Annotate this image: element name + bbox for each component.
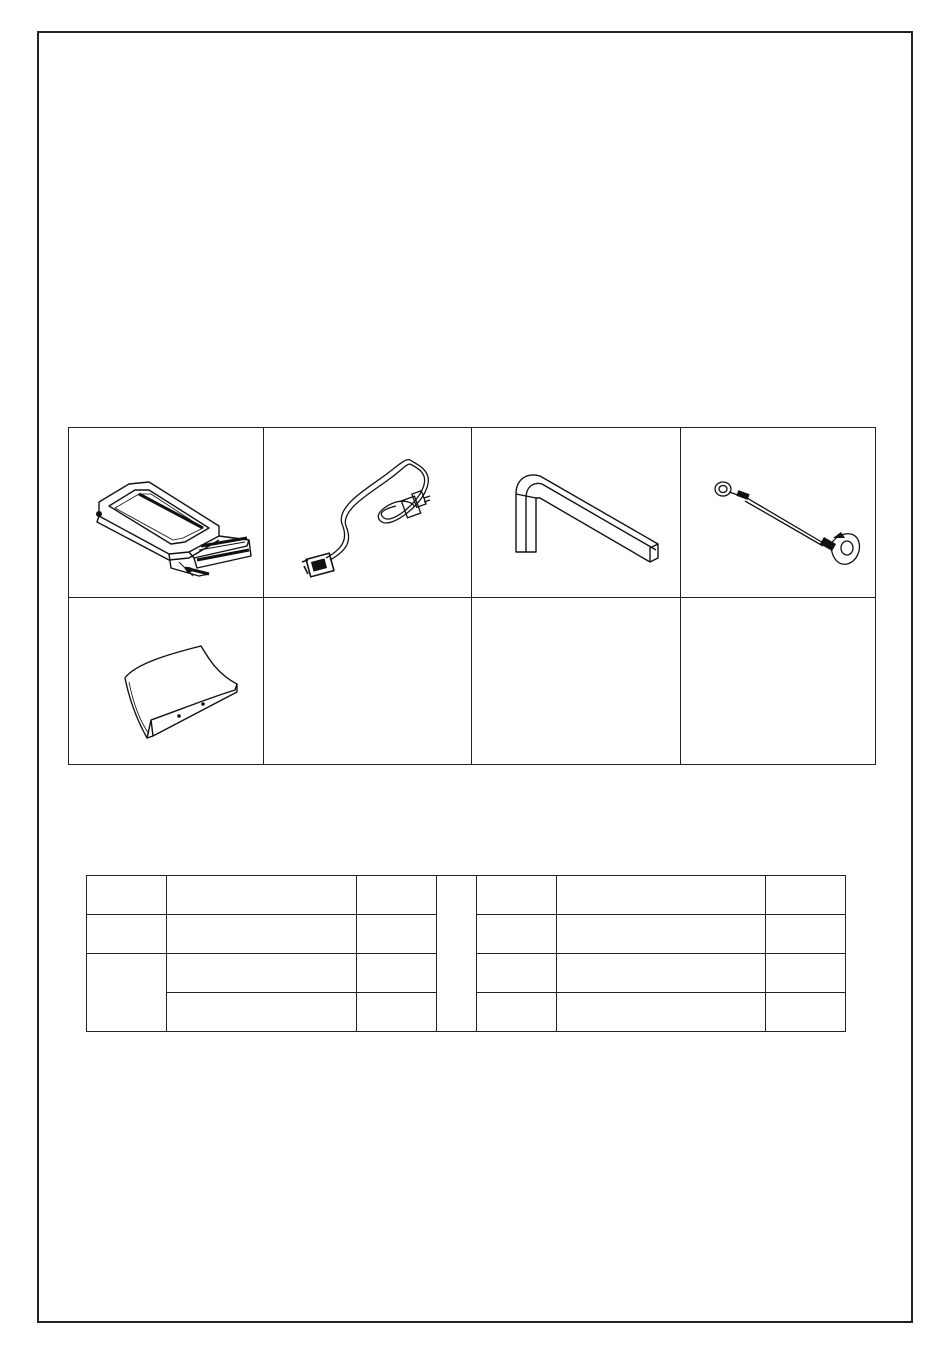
motor-cover-icon xyxy=(69,598,263,765)
parts-illustration-grid xyxy=(68,427,876,765)
table-cell xyxy=(357,954,437,993)
table-cell xyxy=(557,993,766,1032)
table-cell xyxy=(766,993,846,1032)
table-cell xyxy=(557,954,766,993)
table-row xyxy=(87,876,846,915)
treadmill-icon xyxy=(69,428,263,597)
table-cell xyxy=(766,954,846,993)
allen-wrench-icon xyxy=(472,428,680,597)
parts-table-wrapper xyxy=(86,875,846,1032)
table-cell xyxy=(477,876,557,915)
part-cell-safety-key xyxy=(681,428,877,597)
table-cell xyxy=(557,915,766,954)
table-cell xyxy=(357,915,437,954)
table-cell xyxy=(766,915,846,954)
table-cell xyxy=(87,876,167,915)
table-cell xyxy=(167,915,357,954)
table-cell xyxy=(167,993,357,1032)
table-cell xyxy=(87,915,167,954)
table-gap xyxy=(437,876,477,1032)
table-cell xyxy=(557,876,766,915)
part-cell-empty xyxy=(264,598,471,765)
table-cell xyxy=(167,876,357,915)
table-cell xyxy=(167,954,357,993)
table-cell xyxy=(357,993,437,1032)
table-cell xyxy=(87,954,167,1032)
part-cell-empty xyxy=(472,598,680,765)
table-cell xyxy=(766,876,846,915)
parts-table xyxy=(86,875,846,1032)
part-cell-motor-cover xyxy=(69,598,263,765)
part-cell-treadmill xyxy=(69,428,263,597)
part-cell-power-cord xyxy=(264,428,471,597)
part-cell-empty xyxy=(681,598,877,765)
table-cell xyxy=(477,954,557,993)
table-cell xyxy=(477,915,557,954)
table-cell xyxy=(357,876,437,915)
safety-key-icon xyxy=(681,428,877,597)
table-cell xyxy=(477,993,557,1032)
part-cell-allen-wrench xyxy=(472,428,680,597)
power-cord-icon xyxy=(264,428,471,597)
